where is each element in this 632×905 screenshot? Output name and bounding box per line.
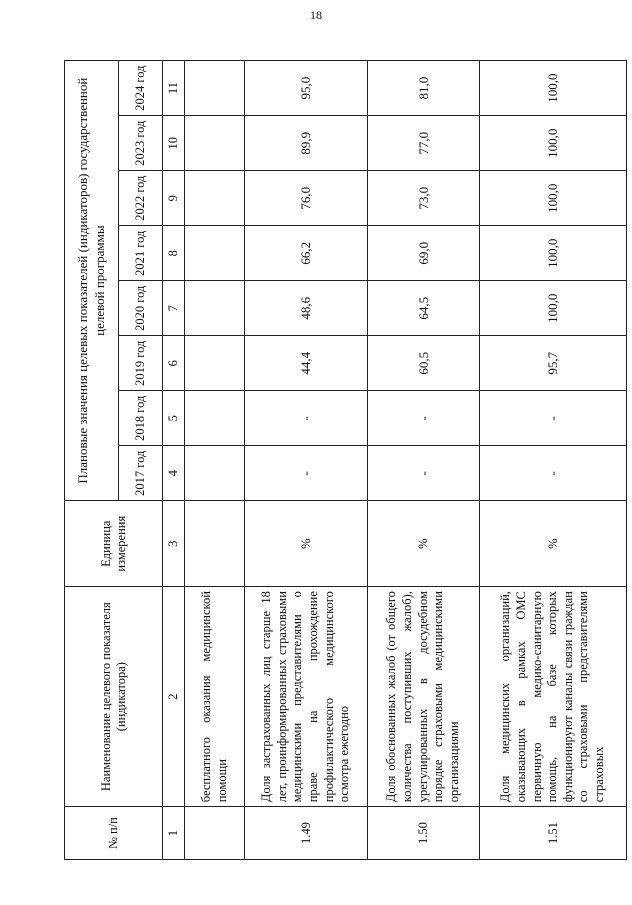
row-num: 1.50 <box>368 807 480 860</box>
header-unit: Единица измерения <box>65 501 163 587</box>
row-value: - <box>245 446 368 501</box>
col-number: 9 <box>163 171 185 226</box>
row-value <box>185 171 245 226</box>
table-row <box>245 61 368 860</box>
header-year: 2020 год <box>119 281 163 336</box>
row-value: 44,4 <box>245 336 368 391</box>
row-num <box>185 807 245 860</box>
row-value: - <box>368 391 480 446</box>
row-value: 100,0 <box>480 61 627 116</box>
row-value <box>185 391 245 446</box>
row-name: Доля обоснованных жалоб (от общего количества поступивших жалоб), урегулированных в досудебном порядке страховыми медицинскими организациями <box>368 587 480 807</box>
page-number: 18 <box>310 8 322 22</box>
col-number: 10 <box>163 116 185 171</box>
row-num: 1.49 <box>245 807 368 860</box>
row-num: 1.51 <box>480 807 627 860</box>
col-number: 3 <box>163 501 185 587</box>
header-year: 2021 год <box>119 226 163 281</box>
col-number: 7 <box>163 281 185 336</box>
row-value: 73,0 <box>368 171 480 226</box>
row-value: 48,6 <box>245 281 368 336</box>
row-value: 60,5 <box>368 336 480 391</box>
row-value <box>185 226 245 281</box>
row-value: - <box>245 391 368 446</box>
indicator-table <box>64 60 627 860</box>
row-name: бесплатного оказания медицинской помощи <box>185 587 245 807</box>
header-year: 2018 год <box>119 391 163 446</box>
table-row <box>480 61 627 860</box>
row-unit <box>185 501 245 587</box>
row-value: 66,2 <box>245 226 368 281</box>
row-value: 81,0 <box>368 61 480 116</box>
header-num: № п/п <box>65 807 163 860</box>
row-value <box>185 116 245 171</box>
header-year: 2024 год <box>119 61 163 116</box>
row-unit: % <box>480 501 627 587</box>
row-name: Доля медицинских организаций, оказывающих в рамках ОМС первичную медико-санитарную помощь, на базе которых функционируют каналы связи граждан со страховыми представителями страховых <box>480 587 627 807</box>
col-number: 11 <box>163 61 185 116</box>
row-value: - <box>480 446 627 501</box>
row-value <box>185 281 245 336</box>
col-number: 2 <box>163 587 185 807</box>
col-number: 6 <box>163 336 185 391</box>
header-name: Наименование целевого показателя (индикатора) <box>65 587 163 807</box>
header-plan-values: Плановые значения целевых показателей (индикаторов) государственной целевой программы <box>65 61 119 501</box>
table-row <box>185 61 245 860</box>
header-year: 2023 год <box>119 116 163 171</box>
row-value: 89,9 <box>245 116 368 171</box>
rotated-table-wrapper <box>64 60 626 860</box>
col-number: 1 <box>163 807 185 860</box>
row-value: - <box>480 391 627 446</box>
row-unit: % <box>245 501 368 587</box>
header-year: 2017 год <box>119 446 163 501</box>
row-value: - <box>368 446 480 501</box>
row-value: 100,0 <box>480 171 627 226</box>
row-value <box>185 446 245 501</box>
row-value: 76,0 <box>245 171 368 226</box>
row-value <box>185 336 245 391</box>
row-value <box>185 61 245 116</box>
row-name: Доля застрахованных лиц старше 18 лет, проинформированных страховыми медицинскими представителями о праве на прохождение профилактического медицинского осмотра ежегодно <box>245 587 368 807</box>
row-value: 100,0 <box>480 281 627 336</box>
header-year: 2022 год <box>119 171 163 226</box>
col-number: 8 <box>163 226 185 281</box>
row-value: 100,0 <box>480 116 627 171</box>
row-value: 64,5 <box>368 281 480 336</box>
header-year: 2019 год <box>119 336 163 391</box>
row-value: 95,0 <box>245 61 368 116</box>
row-value: 100,0 <box>480 226 627 281</box>
row-unit: % <box>368 501 480 587</box>
col-number: 5 <box>163 391 185 446</box>
row-value: 69,0 <box>368 226 480 281</box>
row-value: 77,0 <box>368 116 480 171</box>
col-number: 4 <box>163 446 185 501</box>
table-row <box>368 61 480 860</box>
row-value: 95,7 <box>480 336 627 391</box>
